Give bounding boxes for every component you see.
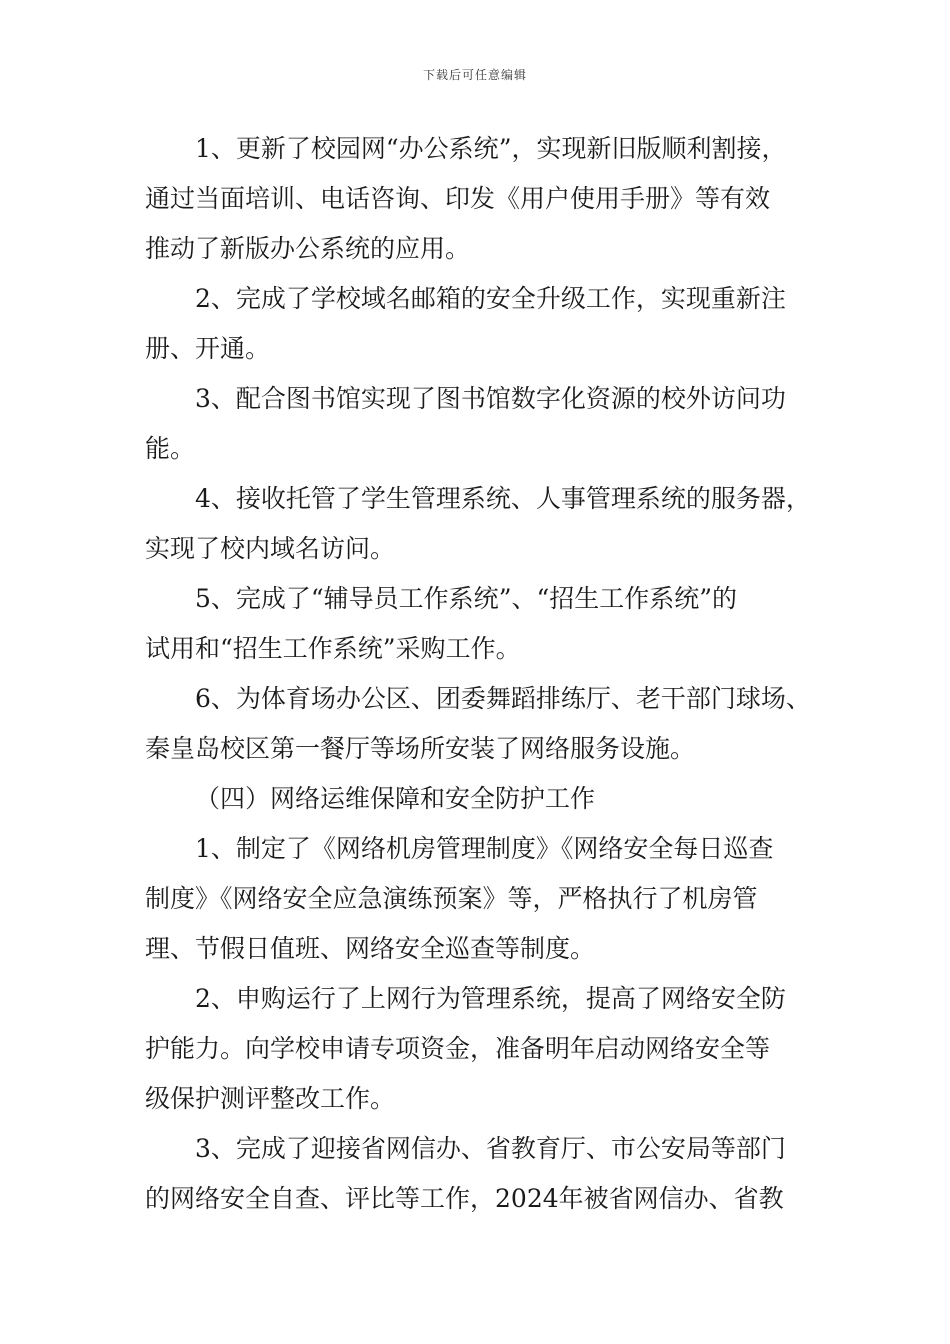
text-line: 3、完成了迎接省网信办、省教育厅、市公安局等部门 <box>195 1134 786 1163</box>
text-line: 1、更新了校园网“办公系统”，实现新旧版顺利割接， <box>195 134 787 163</box>
text-line: 通过当面培训、电话咨询、印发《用户使用手册》等有效 <box>145 184 771 213</box>
text-line: 理、节假日值班、网络安全巡查等制度。 <box>145 934 596 963</box>
text-line: 级保护测评整改工作。 <box>145 1084 396 1113</box>
text-line: 能。 <box>145 434 196 463</box>
text-line: 5、完成了“辅导员工作系统”、“招生工作系统”的 <box>195 584 738 613</box>
text-line: 秦皇岛校区第一餐厅等场所安装了网络服务设施。 <box>145 734 696 763</box>
text-line: 1、制定了《网络机房管理制度》《网络安全每日巡查 <box>195 834 774 863</box>
text-line: 推动了新版办公系统的应用。 <box>145 234 471 263</box>
text-line: 实现了校内域名访问。 <box>145 534 396 563</box>
text-line: 护能力。向学校申请专项资金，准备明年启动网络安全等 <box>145 1034 771 1063</box>
text-line: 2、申购运行了上网行为管理系统，提高了网络安全防 <box>195 984 786 1013</box>
section-heading: （四）网络运维保障和安全防护工作 <box>195 784 596 813</box>
text-line: 2、完成了学校域名邮箱的安全升级工作，实现重新注 <box>195 284 786 313</box>
document-body <box>145 124 825 1224</box>
text-line: 的网络安全自查、评比等工作，2024年被省网信办、省教 <box>145 1184 784 1213</box>
text-line: 试用和“招生工作系统”采购工作。 <box>145 634 521 663</box>
page-header-note: 下载后可任意编辑 <box>422 68 527 82</box>
text-line: 6、为体育场办公区、团委舞蹈排练厅、老干部门球场、 <box>195 684 811 713</box>
text-line: 3、配合图书馆实现了图书馆数字化资源的校外访问功 <box>195 384 786 413</box>
text-line: 4、接收托管了学生管理系统、人事管理系统的服务器， <box>195 484 811 513</box>
text-line: 册、开通。 <box>145 334 271 363</box>
text-line: 制度》《网络安全应急演练预案》等，严格执行了机房管 <box>145 884 758 913</box>
